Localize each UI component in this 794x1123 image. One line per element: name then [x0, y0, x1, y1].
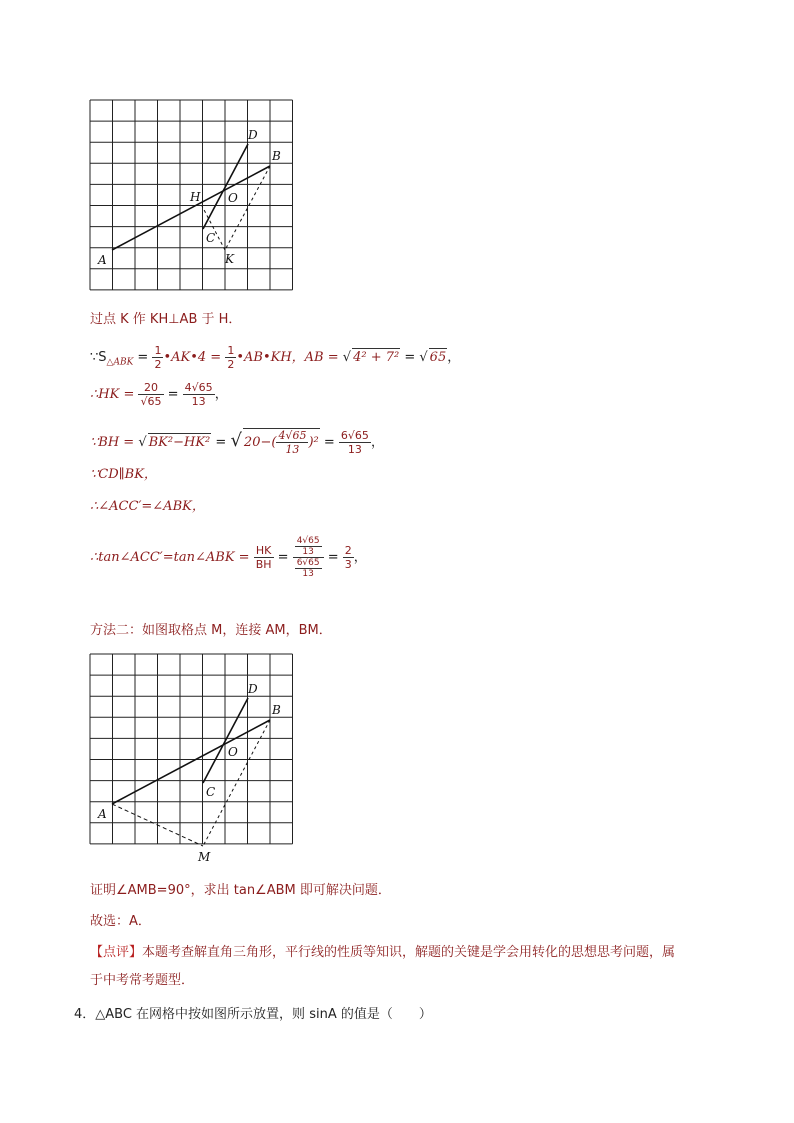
label-c: C [206, 785, 216, 799]
label-h: H [190, 190, 201, 204]
text-proof: 证明∠AMB=90°，求出 tan∠ABM 即可解决问题． [90, 883, 391, 898]
segment-ab [112, 720, 270, 804]
formula-bh: ∵BH = √ BK²−HK² = √ 20−( $\frac{4√65}{13}$ )² = $\frac{6√65}{13}$ ， [90, 429, 384, 456]
label-c: C [206, 231, 216, 245]
formula-area: $\because S_{\triangle ABK}$ = $\frac{1}{2}$ •AK•4 = $\frac{1}{2}$ •AB•KH，AB = √ 4² + 7² = √ 65， [90, 344, 461, 371]
question-4: 4．△ABC 在网格中按如图所示放置，则 sinA 的值是（ ） [74, 1007, 432, 1022]
label-d: D [248, 682, 258, 696]
text-line-angle-equal: ∴∠ACC′=∠ABK， [90, 499, 205, 514]
label-b: B [272, 703, 281, 717]
label-a: A [98, 807, 107, 821]
label-m: M [198, 850, 211, 864]
label-o: O [228, 745, 238, 759]
grid-figure-2 [88, 652, 298, 867]
grid-figure-1 [88, 98, 298, 298]
label-a: A [98, 253, 107, 267]
label-b: B [272, 149, 281, 163]
segment-bm [203, 720, 270, 846]
text-answer: 故选：A． [90, 914, 151, 929]
text-comment-1: 【点评】本题考查解直角三角形，平行线的性质等知识，解题的关键是学会用转化的思想思考问题，属 [90, 945, 676, 960]
formula-hk: ∴HK = $\frac{20}{√65}$ = $\frac{4√65}{13}$ ， [90, 381, 228, 408]
text-line-cd-parallel: ∵CD∥BK， [90, 467, 157, 482]
text-comment-2: 于中考常考题型． [90, 973, 195, 988]
segment-ab [112, 166, 270, 250]
text-method-two: 方法二：如图取格点 M，连接 AM，BM． [90, 623, 332, 638]
label-k: K [225, 252, 234, 266]
label-o: O [228, 191, 238, 205]
text-line-1: 过点 K 作 KH⊥AB 于 H． [90, 312, 242, 327]
formula-tan: ∴tan∠ACC′=tan∠ABK = $\frac{HK}{BH}$ = $\frac{\frac{4√65}{13}}{\frac{6√65}{13}}$ = $\frac{2}{3}$ ， [90, 536, 367, 579]
label-d: D [248, 128, 258, 142]
